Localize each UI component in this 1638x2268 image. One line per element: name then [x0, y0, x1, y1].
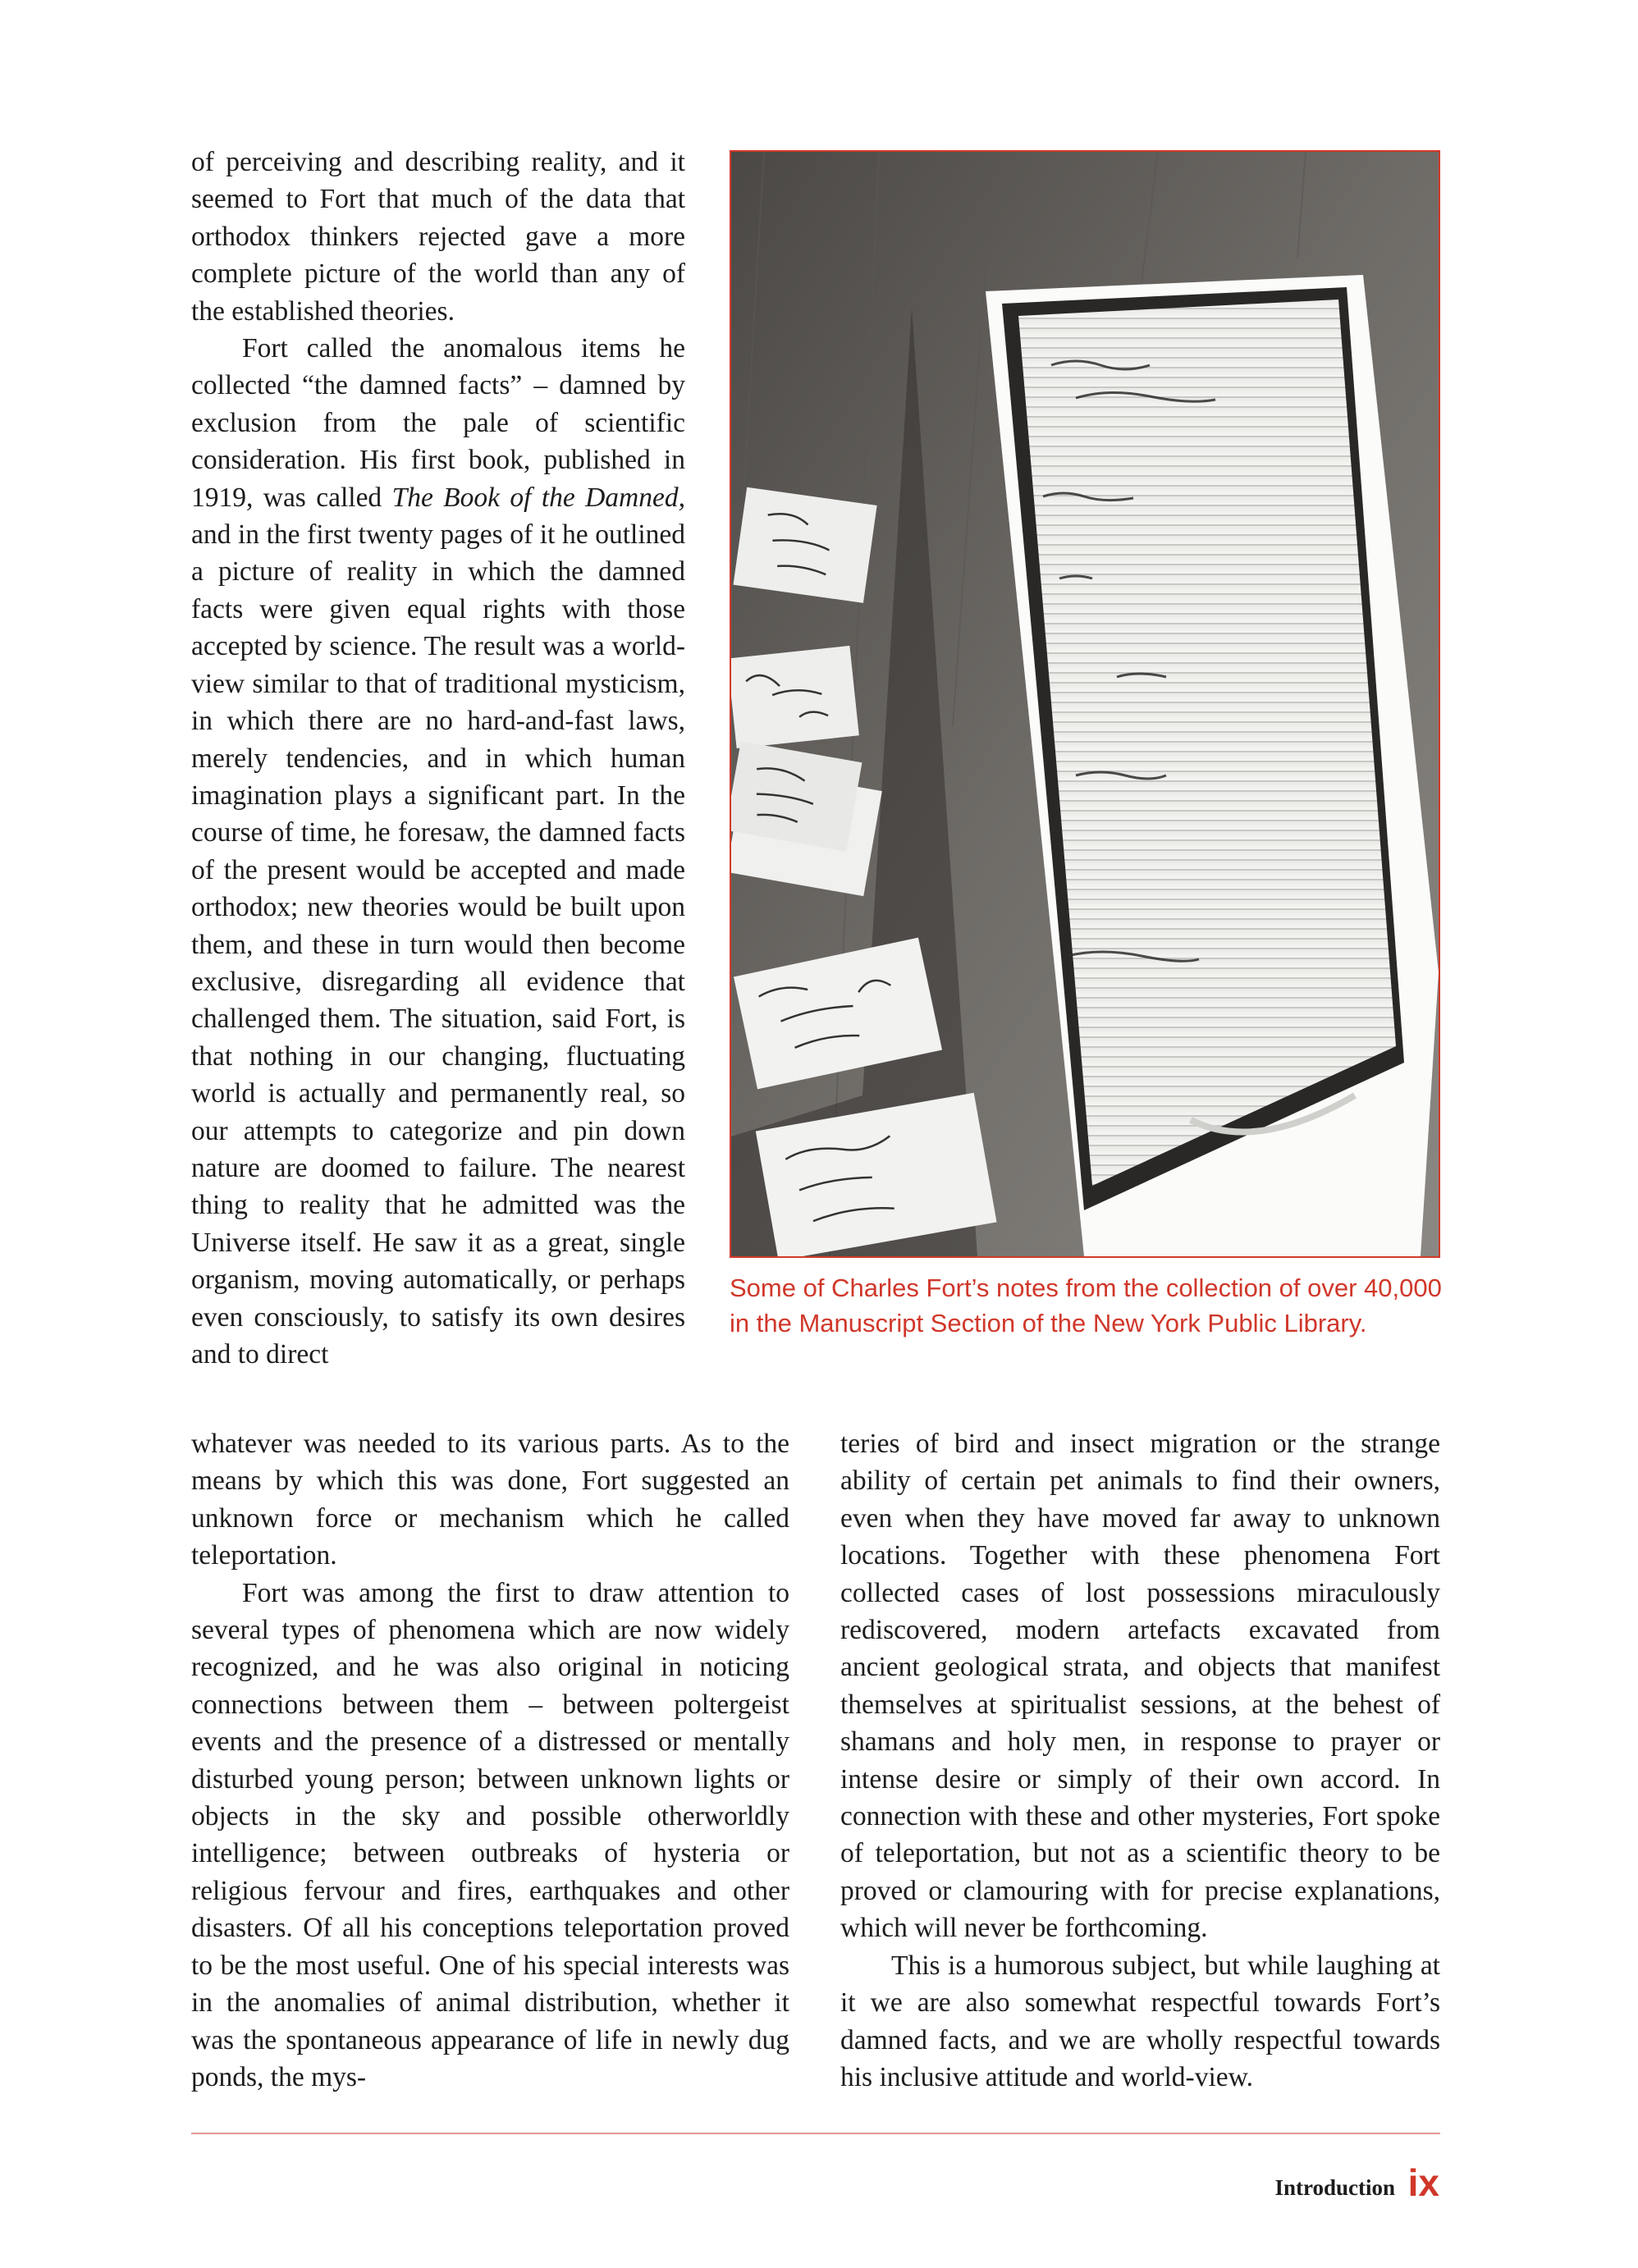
page-number: ix	[1407, 2161, 1439, 2204]
running-footer-section: Introduction	[1274, 2175, 1395, 2200]
photo-illustration	[731, 152, 1439, 1256]
photo-caption: Some of Charles Fort’s notes from the collection of over 40,000 in the Manuscript Section of the New York Public Library.	[730, 1273, 1442, 1337]
paragraph-text: and in the first twenty pages of it he outlined a picture of reality in which the damned facts were given equal rights with those accepted by science. The result was a world-view similar to that of traditional mysticism, in which there are no hard-and-fast laws, merely tendencies, and in which human imagination plays a significant part. In the course of time, he foresaw, the damned facts of the present would be accepted and made orthodox; new theories would be built upon them, and these in turn would then become exclusive, disregarding all evidence that challenged them. The situation, said Fort, is that nothing in our changing, fluctuating world is actually and permanently real, so our attempts to categorize and pin down nature are doomed to failure. The nearest thing to reality that he admitted was the Universe itself. He saw it as a great, single organism, moving automatically, or perhaps even consciously, to satisfy its own desires and to direct	[191, 519, 685, 1369]
article-column-top	[191, 144, 685, 1373]
paragraph: teries of bird and insect migration or the strange ability of certain pet animals to find their owners, even when they have moved far away to unknown locations. Together with these phenomena Fort collected cases of lost possessions miraculously rediscovered, modern artefacts excavated from ancient geological strata, and objects that manifest themselves at spiritualist sessions, at the behest of shamans and holy men, in response to prayer or intense desire or simply of their own accord. In connection with these and other mysteries, Fort spoke of teleportation, but not as a scientific theory to be proved or clamouring with for precise explanations, which will never be forthcoming.	[840, 1429, 1440, 1944]
book-title: The Book of the Damned,	[391, 482, 685, 513]
paragraph-text: Fort called the anomalous items he collected “the damned facts” – damned by exclusion from the pale of scientific consideration. His first book, published in 1919, was called	[191, 333, 685, 513]
photo-fort-notes	[730, 150, 1440, 1258]
paragraph: This is a humorous subject, but while laughing at it we are also somewhat respectful towards Fort’s damned facts, and we are wholly respectful towards his inclusive attitude and world-view.	[840, 1950, 1440, 2092]
footer-rule	[191, 2133, 1440, 2134]
article-column-left	[191, 1425, 789, 2096]
paragraph	[191, 330, 685, 1373]
paragraph: Fort was among the first to draw attention to several types of phenomena which are now widely recognized, and he was also original in noticing connections between them – between poltergeist events and the presence of a distressed or mentally disturbed young person; between unknown lights or objects in the sky and possible otherworldly intelligence; between outbreaks of hysteria or religious fervour and fires, earthquakes and other disasters. Of all his conceptions teleportation proved to be the most useful. One of his special interests was in the anomalies of animal distribution, whether it was the spontaneous appearance of life in newly dug ponds, the mys-	[191, 1577, 789, 2092]
paragraph: whatever was needed to its various parts. As to the means by which this was done, Fort suggested an unknown force or mechanism which he called teleportation.	[191, 1429, 789, 1571]
article-column-right	[840, 1425, 1440, 2096]
paragraph: of perceiving and describing reality, and it seemed to Fort that much of the data that orthodox thinkers rejected gave a more complete picture of the world than any of the established theories.	[191, 147, 685, 327]
